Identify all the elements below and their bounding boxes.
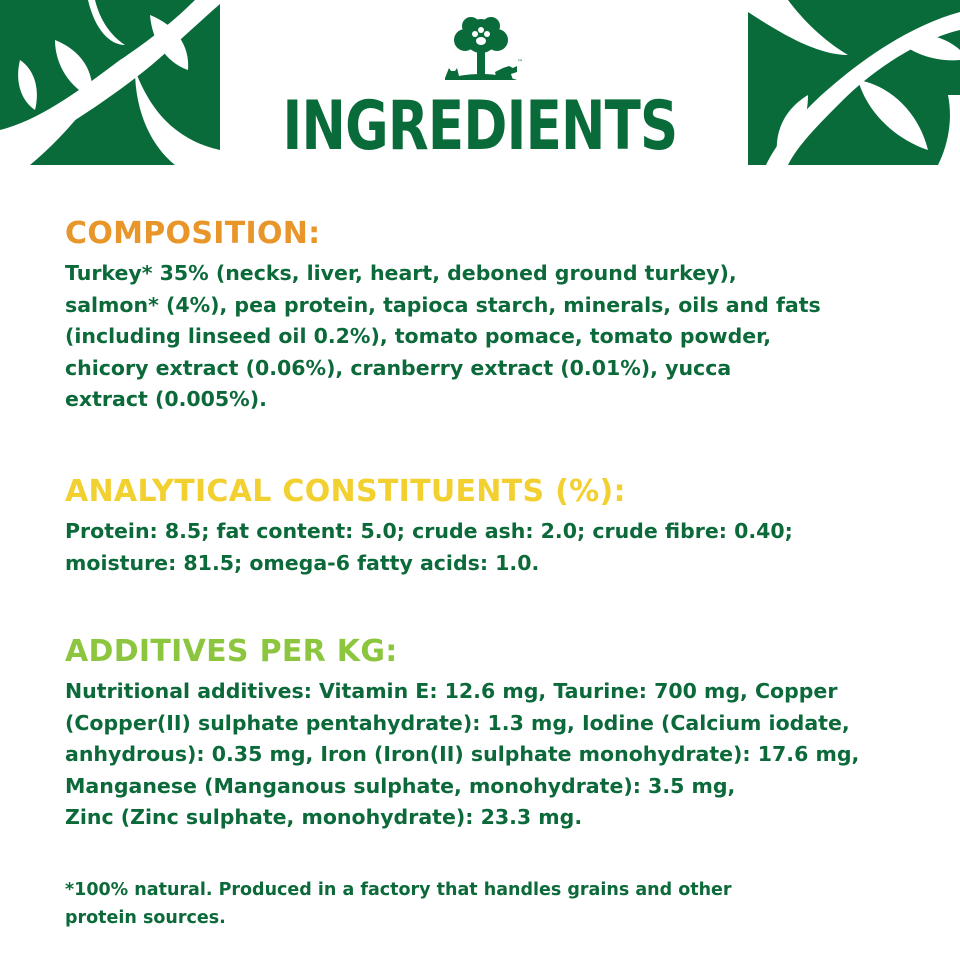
- footnote-line: protein sources.: [65, 908, 226, 928]
- analytical-line: moisture: 81.5; omega-6 fatty acids: 1.0.: [65, 550, 540, 575]
- additives-line: (Copper(II) sulphate pentahydrate): 1.3 mg, Iodine (Calcium iodate,: [65, 710, 850, 735]
- analytical-section: [65, 472, 925, 579]
- additives-section: [65, 632, 925, 834]
- svg-text:™: ™: [517, 59, 523, 66]
- composition-line: Turkey* 35% (necks, liver, heart, deboned ground turkey),: [65, 261, 737, 285]
- analytical-heading: ANALYTICAL CONSTITUENTS (%):: [65, 474, 626, 509]
- additives-line: Zinc (Zinc sulphate, monohydrate): 23.3 mg.: [65, 805, 583, 829]
- additives-line: Manganese (Manganous sulphate, monohydrate): 3.5 mg,: [65, 773, 736, 798]
- composition-section: [65, 214, 925, 416]
- page-title: INGREDIENTS: [282, 87, 678, 166]
- footnote-line: *100% natural. Produced in a factory that handles grains and other: [65, 880, 732, 900]
- additives-line: Nutritional additives: Vitamin E: 12.6 mg, Taurine: 700 mg, Copper: [65, 679, 838, 703]
- analytical-line: Protein: 8.5; fat content: 5.0; crude ash: 2.0; crude fibre: 0.40;: [65, 519, 793, 543]
- additives-line: anhydrous): 0.35 mg, Iron (Iron(II) sulphate monohydrate): 17.6 mg,: [65, 742, 860, 766]
- footnote: [65, 876, 925, 932]
- composition-line: (including linseed oil 0.2%), tomato pomace, tomato powder,: [65, 324, 772, 348]
- additives-heading: ADDITIVES PER KG:: [65, 634, 398, 669]
- tree-with-cat-and-dog-logo: [437, 14, 525, 88]
- composition-line: chicory extract (0.06%), cranberry extract (0.01%), yucca: [65, 355, 732, 380]
- composition-line: extract (0.005%).: [65, 387, 267, 411]
- composition-line: salmon* (4%), pea protein, tapioca starch, minerals, oils and fats: [65, 292, 821, 317]
- composition-heading: COMPOSITION:: [65, 216, 321, 251]
